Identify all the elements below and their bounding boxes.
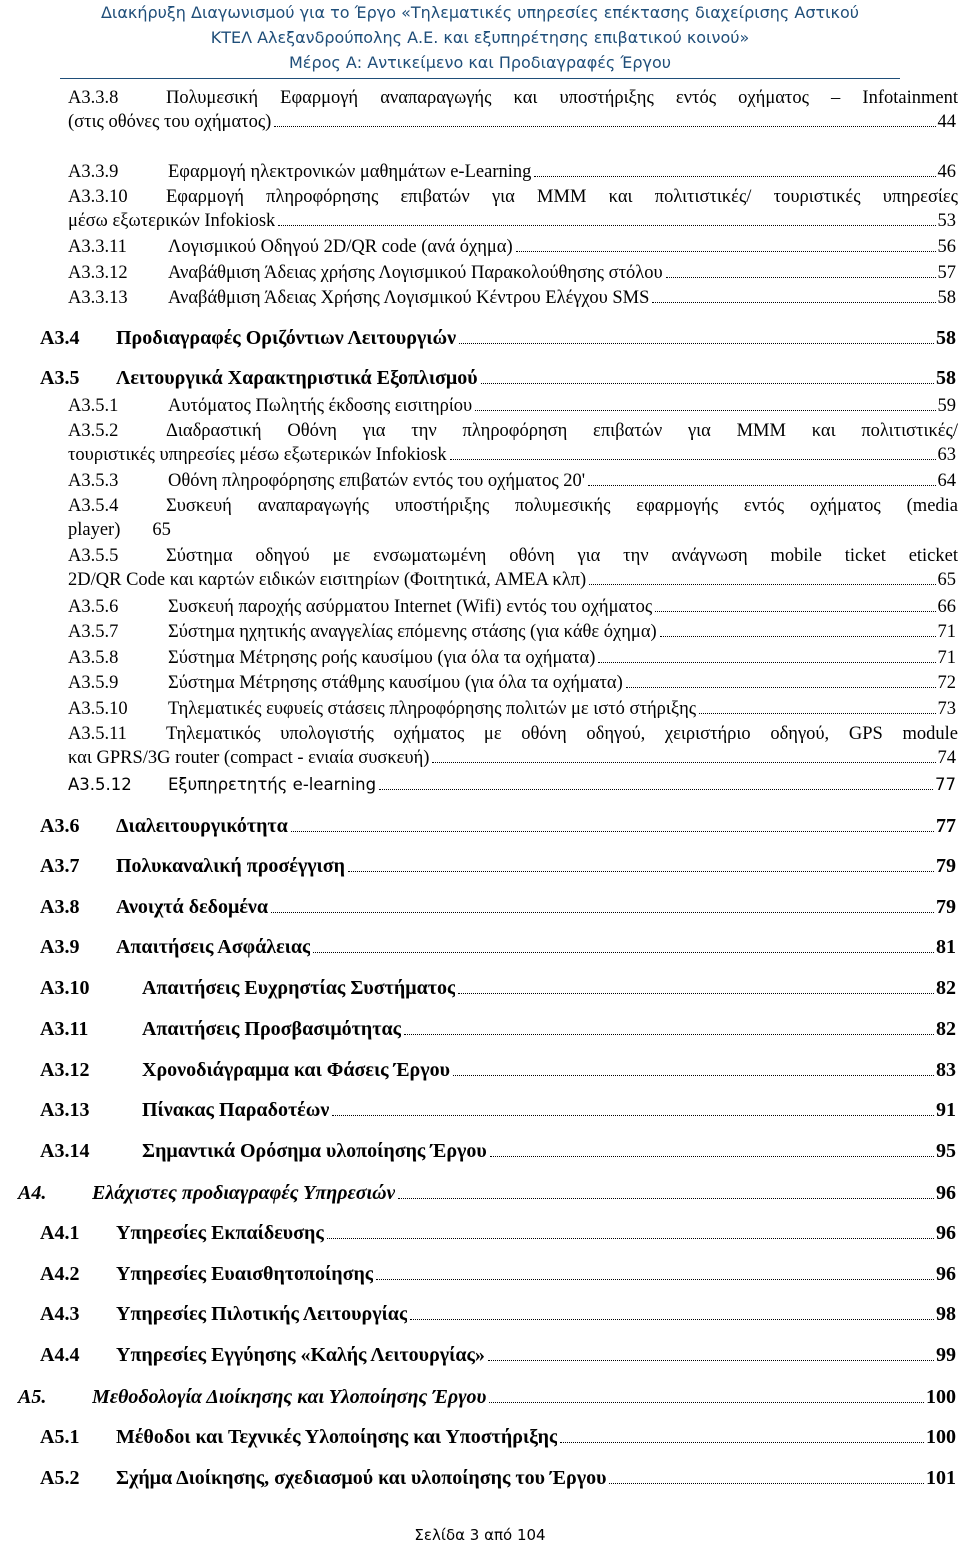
toc-number: A3.5.3: [68, 471, 119, 491]
toc-title-continued: 2D/QR Code και καρτών ειδικών εισιτηρίων (Φοιτητικά, ΑΜΕΑ κλπ): [68, 570, 587, 590]
toc-page: 100: [926, 1426, 956, 1448]
toc-title: Αναβάθμιση Άδειας χρήσης Λογισμικού Παρακολούθησης στόλου: [168, 263, 663, 283]
toc-page: 99: [936, 1344, 956, 1366]
dot-leader: [666, 277, 936, 278]
toc-title: Συσκευή παροχής ασύρματου Internet (Wifi) εντός του οχήματος: [168, 597, 653, 617]
toc-entry-a3-8[interactable]: [40, 894, 956, 920]
toc-number: A4.: [18, 1182, 47, 1204]
toc-number: A3.3.8: [68, 88, 119, 108]
toc-entry-a3-3-8[interactable]: [68, 86, 958, 134]
toc-entry-a3-6[interactable]: [40, 813, 956, 839]
toc-entry-a3-12[interactable]: [40, 1057, 956, 1083]
toc-entry-a5-1[interactable]: [40, 1424, 956, 1450]
toc-number: A3.5.10: [68, 699, 128, 719]
dot-leader: [488, 1360, 934, 1361]
toc-number: A3.4: [40, 327, 80, 349]
dot-leader: [376, 1279, 934, 1280]
dot-leader: [274, 126, 935, 127]
dot-leader: [655, 611, 935, 612]
toc-page: 59: [937, 396, 956, 416]
toc-number: A3.12: [40, 1059, 90, 1081]
dot-leader: [379, 789, 933, 790]
toc-page: 71: [937, 648, 956, 668]
header-line-2: ΚΤΕΛ Αλεξανδρούπολης Α.Ε. και εξυπηρέτησης επιβατικού κοινού»: [210, 28, 750, 47]
dot-leader: [475, 410, 935, 411]
toc-entry-a3-5-7[interactable]: [68, 620, 956, 644]
toc-page: 58: [936, 327, 956, 349]
toc-page: 77: [935, 775, 956, 794]
toc-number: A3.5.1: [68, 396, 119, 416]
toc-number: A3.5: [40, 367, 80, 389]
dot-leader: [660, 636, 936, 637]
dot-leader: [598, 662, 935, 663]
toc-entry-a3-10[interactable]: [40, 975, 956, 1001]
toc-page: 81: [936, 936, 956, 958]
toc-title: Πολυμεσική Εφαρμογή αναπαραγωγής και υποστήριξης εντός οχήματος – Infotainment: [166, 88, 958, 108]
toc-number: A3.3.13: [68, 288, 128, 308]
toc-number: A4.4: [40, 1344, 80, 1366]
toc-title: Διαδραστική Οθόνη για την πληροφόρηση επιβατών για ΜΜΜ και πολιτιστικές/: [166, 421, 958, 441]
toc-title: Ελάχιστες προδιαγραφές Υπηρεσιών: [92, 1182, 396, 1204]
dot-leader: [458, 993, 934, 994]
toc-entry-a3-5-1[interactable]: [68, 394, 956, 418]
toc-title: Σύστημα ηχητικής αναγγελίας επόμενης στάσης (για κάθε όχημα): [168, 622, 657, 642]
toc-entry-a3-5-4[interactable]: [68, 494, 958, 542]
toc-page: 46: [937, 162, 956, 182]
toc-title: Λογισμικού Οδηγού 2D/QR code (ανά όχημα): [168, 237, 513, 257]
dot-leader: [313, 952, 934, 953]
toc-number: A5.1: [40, 1426, 80, 1448]
toc-entry-a3-3-13[interactable]: [68, 286, 956, 310]
dot-leader: [589, 584, 935, 585]
toc-title: Πίνακας Παραδοτέων: [142, 1099, 330, 1121]
toc-title: Σημαντικά Ορόσημα υλοποίησης Έργου: [142, 1140, 487, 1162]
toc-number: A3.3.11: [68, 237, 127, 257]
toc-title-continued: τουριστικές υπηρεσίες μέσω εξωτερικών Infokiosk: [68, 445, 447, 465]
toc-entry-a4-1[interactable]: [40, 1220, 956, 1246]
toc-title: Χρονοδιάγραμμα και Φάσεις Έργου: [142, 1059, 450, 1081]
toc-number: A4.3: [40, 1303, 80, 1325]
dot-leader: [560, 1442, 924, 1443]
toc-title: Μεθοδολογία Διοίκησης και Υλοποίησης Έργου: [92, 1386, 487, 1408]
toc-page: 96: [936, 1263, 956, 1285]
toc-entry-a3-5-11[interactable]: [68, 722, 958, 770]
toc-title-continued: και GPRS/3G router (compact - ενιαία συσκευή): [68, 748, 430, 768]
toc-entry-a4[interactable]: [18, 1180, 956, 1206]
toc-page: 65: [152, 520, 171, 540]
toc-entry-a3-14[interactable]: [40, 1138, 956, 1164]
toc-title: Απαιτήσεις Ασφάλειας: [116, 936, 311, 958]
toc-entry-a3-5-10[interactable]: [68, 697, 956, 721]
toc-entry-a3-3-11[interactable]: [68, 235, 956, 259]
dot-leader: [626, 687, 936, 688]
toc-title: Αναβάθμιση Άδειας Χρήσης Λογισμικού Κέντρου Ελέγχου SMS: [168, 288, 650, 308]
toc-page: 82: [936, 1018, 956, 1040]
toc-number: A3.5.7: [68, 622, 119, 642]
toc-entry-a3-5-6[interactable]: [68, 595, 956, 619]
toc-title: Εξυπηρετητής e-learning: [168, 775, 377, 794]
toc-title: Απαιτήσεις Προσβασιμότητας: [142, 1018, 402, 1040]
dot-leader: [481, 383, 934, 384]
toc-title-continued: (στις οθόνες του οχήματος): [68, 112, 272, 132]
toc-title-continued: player): [68, 520, 121, 540]
dot-leader: [490, 1156, 934, 1157]
toc-title: Υπηρεσίες Πιλοτικής Λειτουργίας: [116, 1303, 408, 1325]
toc-number: A3.13: [40, 1099, 90, 1121]
toc-entry-a3-4[interactable]: [40, 325, 956, 351]
toc-page: 57: [937, 263, 956, 283]
toc-title: Συσκευή αναπαραγωγής υποστήριξης πολυμεσικής εφαρμογής εντός οχήματος (media: [166, 496, 958, 516]
toc-title: Λειτουργικά Χαρακτηριστικά Εξοπλισμού: [116, 367, 478, 389]
dot-leader: [453, 1075, 934, 1076]
toc-title: Σχήμα Διοίκησης, σχεδιασμού και υλοποίησης του Έργου: [116, 1467, 607, 1489]
toc-page: 58: [936, 367, 956, 389]
dot-leader: [410, 1319, 934, 1320]
dot-leader: [327, 1238, 934, 1239]
toc-page: 82: [936, 977, 956, 999]
toc-number: A5.2: [40, 1467, 80, 1489]
toc-entry-a3-13[interactable]: [40, 1097, 956, 1123]
toc-title: Μέθοδοι και Τεχνικές Υλοποίησης και Υποστήριξης: [116, 1426, 558, 1448]
toc-entry-a3-3-9[interactable]: [68, 160, 956, 184]
toc-title: Ανοιχτά δεδομένα: [116, 896, 269, 918]
toc-page: 64: [937, 471, 956, 491]
dot-leader: [489, 1402, 924, 1403]
dot-leader: [459, 343, 934, 344]
toc-entry-a3-5-8[interactable]: [68, 646, 956, 670]
dot-leader: [348, 871, 934, 872]
toc-number: A3.6: [40, 815, 80, 837]
toc-entry-a3-5-5[interactable]: [68, 544, 958, 592]
toc-number: A3.14: [40, 1140, 90, 1162]
dot-leader: [516, 251, 936, 252]
toc-page: 65: [937, 570, 956, 590]
dot-leader: [609, 1483, 924, 1484]
toc-page: 98: [936, 1303, 956, 1325]
toc-page: 71: [937, 622, 956, 642]
toc-entry-a4-4[interactable]: [40, 1342, 956, 1368]
page-footer: Σελίδα 3 από 104: [414, 1526, 546, 1544]
dot-leader: [332, 1115, 934, 1116]
toc-page: 95: [936, 1140, 956, 1162]
toc-number: A3.5.8: [68, 648, 119, 668]
toc-page: 56: [937, 237, 956, 257]
toc-number: A3.3.12: [68, 263, 128, 283]
toc-number: A3.5.5: [68, 546, 119, 566]
toc-page: 96: [936, 1182, 956, 1204]
dot-leader: [652, 302, 935, 303]
toc-page: 101: [926, 1467, 956, 1489]
document-header: [0, 0, 960, 75]
toc-title: Τηλεματικός υπολογιστής οχήματος με οθόνη οδηγού, χειριστήριο οδηγού, GPS module: [166, 724, 958, 744]
toc-title: Αυτόματος Πωλητής έκδοσης εισιτηρίου: [168, 396, 473, 416]
dot-leader: [271, 912, 934, 913]
toc-number: A3.3.9: [68, 162, 119, 182]
toc-number: A3.5.9: [68, 673, 119, 693]
toc-page: 74: [937, 748, 956, 768]
toc-page: 91: [936, 1099, 956, 1121]
dot-leader: [588, 485, 935, 486]
toc-title: Σύστημα Μέτρησης στάθμης καυσίμου (για όλα τα οχήματα): [168, 673, 623, 693]
toc-title: Τηλεματικές ευφυείς στάσεις πληροφόρησης πολιτών με ιστό στήριξης: [168, 699, 697, 719]
toc-page: 58: [937, 288, 956, 308]
dot-leader: [432, 762, 935, 763]
toc-title: Προδιαγραφές Οριζόντιων Λειτουργιών: [116, 327, 457, 349]
toc-page: 63: [937, 445, 956, 465]
dot-leader: [404, 1034, 934, 1035]
toc-number: A3.8: [40, 896, 80, 918]
header-divider: [60, 78, 900, 79]
toc-title-continued: μέσω εξωτερικών Infokiosk: [68, 211, 276, 231]
toc-number: A4.2: [40, 1263, 80, 1285]
dot-leader: [534, 176, 935, 177]
toc-entry-a4-2[interactable]: [40, 1261, 956, 1287]
toc-title: Υπηρεσίες Ευαισθητοποίησης: [116, 1263, 374, 1285]
toc-entry-a3-3-10[interactable]: [68, 185, 958, 233]
toc-title: Πολυκαναλική προσέγγιση: [116, 855, 345, 877]
toc-title: Οθόνη πληροφόρησης επιβατών εντός του οχήματος 20': [168, 471, 586, 491]
toc-entry-a3-5-9[interactable]: [68, 671, 956, 695]
toc-number: A3.5.4: [68, 496, 119, 516]
dot-leader: [291, 831, 934, 832]
toc-number: A3.5.6: [68, 597, 119, 617]
toc-page: 73: [937, 699, 956, 719]
toc-entry-a3-11[interactable]: [40, 1016, 956, 1042]
toc-page: 79: [936, 855, 956, 877]
dot-leader: [699, 713, 935, 714]
header-line-3: Μέρος Α: Αντικείμενο και Προδιαγραφές Έργου: [288, 53, 672, 72]
toc-page: 66: [937, 597, 956, 617]
toc-number: A3.7: [40, 855, 80, 877]
toc-title: Υπηρεσίες Εγγύησης «Καλής Λειτουργίας»: [116, 1344, 485, 1366]
dot-leader: [398, 1198, 934, 1199]
toc-number: A5.: [18, 1386, 47, 1408]
toc-title: Απαιτήσεις Ευχρηστίας Συστήματος: [142, 977, 456, 999]
toc-page: 83: [936, 1059, 956, 1081]
toc-page: 77: [936, 815, 956, 837]
toc-page: 100: [926, 1386, 956, 1408]
toc-entry-a3-5-12[interactable]: [68, 773, 956, 797]
toc-title: Σύστημα οδηγού με ενσωματωμένη οθόνη για την ανάγνωση mobile ticket eticket: [166, 546, 958, 566]
toc-page: 44: [937, 112, 956, 132]
toc-entry-a3-7[interactable]: [40, 853, 956, 879]
toc-entry-a5-2[interactable]: [40, 1465, 956, 1491]
toc-page: 96: [936, 1222, 956, 1244]
toc-title: Εφαρμογή ηλεκτρονικών μαθημάτων e-Learning: [168, 162, 532, 182]
dot-leader: [450, 459, 936, 460]
toc-page: 79: [936, 896, 956, 918]
header-line-1: Διακήρυξη Διαγωνισμού για το Έργο «Τηλεματικές υπηρεσίες επέκτασης διαχείρισης Αστικού: [100, 3, 860, 22]
toc-title: Σύστημα Μέτρησης ροής καυσίμου (για όλα τα οχήματα): [168, 648, 596, 668]
toc-title: Εφαρμογή πληροφόρησης επιβατών για ΜΜΜ και πολιτιστικές/ τουριστικές υπηρεσίες: [166, 187, 958, 207]
toc-number: A3.10: [40, 977, 90, 999]
toc-page: 72: [937, 673, 956, 693]
toc-entry-a3-3-12[interactable]: [68, 261, 956, 285]
dot-leader: [278, 225, 935, 226]
toc-entry-a4-3[interactable]: [40, 1301, 956, 1327]
toc-entry-a3-9[interactable]: [40, 934, 956, 960]
toc-number: A3.5.12: [68, 775, 132, 794]
toc-entry-a3-5[interactable]: [40, 365, 956, 391]
toc-number: A3.9: [40, 936, 80, 958]
toc-entry-a5[interactable]: [18, 1384, 956, 1410]
toc-number: A3.11: [40, 1018, 89, 1040]
toc-title: Διαλειτουργικότητα: [116, 815, 288, 837]
toc-title: Υπηρεσίες Εκπαίδευσης: [116, 1222, 324, 1244]
toc-number: A3.5.11: [68, 724, 127, 744]
toc-number: A3.5.2: [68, 421, 119, 441]
toc-entry-a3-5-2[interactable]: [68, 419, 958, 467]
toc-entry-a3-5-3[interactable]: [68, 469, 956, 493]
toc-number: A4.1: [40, 1222, 80, 1244]
toc-number: A3.3.10: [68, 187, 128, 207]
toc-page: 53: [937, 211, 956, 231]
